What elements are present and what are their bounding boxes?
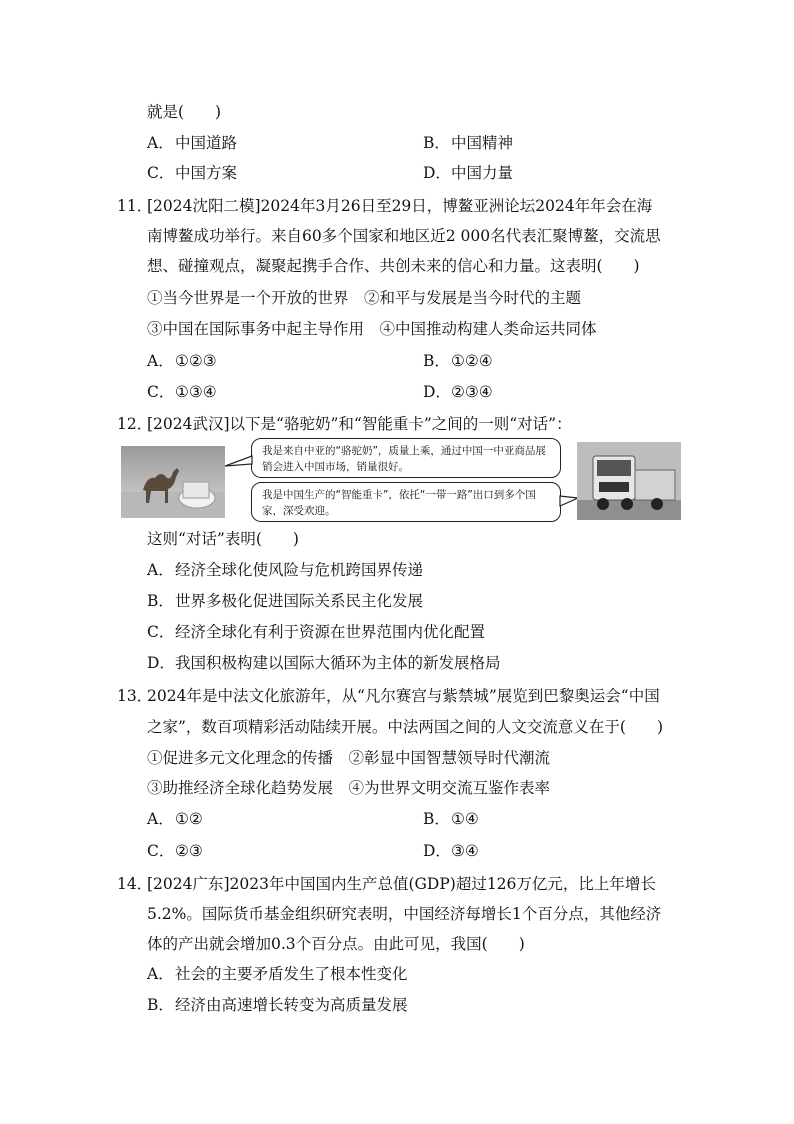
q14-number: 14． [117,875,153,893]
smart-truck-photo [577,442,681,520]
camel-milk-speech-bubble: 我是来自中亚的“骆驼奶”，质量上乘，通过中国一中亚商品展销会进入中国市场，销量很好。 [251,438,561,478]
q10-option-a: A．中国道路 [147,134,238,152]
truck-speech-bubble: 我是中国生产的“智能重卡”，依托“一带一路”出口到多个国家，深受欢迎。 [251,482,561,522]
q11-line-3: 想、碰撞观点，凝聚起携手合作、共创未来的信心和力量。这表明( ) [147,257,640,275]
q10-option-c: C．中国方案 [147,164,238,182]
q11-option-b: B．①②④ [423,352,493,370]
q13-option-d: D．③④ [423,842,479,860]
camel-milk-photo [121,446,225,518]
q13-option-a: A．①② [147,810,203,828]
q10-option-d: D．中国力量 [423,164,514,182]
q13-number: 13． [117,687,153,705]
q12-option-d: D．我国积极构建以国际大循环为主体的新发展格局 [147,654,501,672]
q11-option-c: C．①③④ [147,383,217,401]
q11-line-2: 南博鳌成功举行。来自60多个国家和地区近2 000名代表汇聚博鳌，交流思 [147,227,661,245]
q14-option-a: A．社会的主要矛盾发生了根本性变化 [147,965,408,983]
q13-option-c: C．②③ [147,842,203,860]
q14-option-b: B．经济由高速增长转变为高质量发展 [147,996,408,1014]
dialogue-figure [121,438,681,522]
q14-line-3: 体的产出就会增加0.3个百分点。由此可见，我国( ) [147,935,525,953]
q13-option-b: B．①④ [423,810,479,828]
q11-line-1: [2024沈阳二模]2024年3月26日至29日，博鳌亚洲论坛2024年年会在海 [147,197,653,215]
bubble-1-pointer [225,452,253,472]
q13-statements-1: ①促进多元文化理念的传播 ②彰显中国智慧领导时代潮流 [147,749,551,767]
q11-option-d: D．②③④ [423,383,493,401]
q14-line-2: 5.2%。国际货币基金组织研究表明，中国经济每增长1个百分点，其他经济 [147,905,662,923]
q11-statements-1: ①当今世界是一个开放的世界 ②和平与发展是当今时代的主题 [147,289,582,307]
q10-stem-tail: 就是( ) [147,103,222,121]
q11-option-a: A．①②③ [147,352,217,370]
q14-line-1: [2024广东]2023年中国国内生产总值(GDP)超过126万亿元，比上年增长 [147,875,656,893]
q13-line-1: 2024年是中法文化旅游年，从“凡尔赛宫与紫禁城”展览到巴黎奥运会“中国 [147,687,660,705]
q11-number: 11． [117,197,153,215]
q12-after: 这则“对话”表明( ) [147,530,299,548]
q12-line: [2024武汉]以下是“骆驼奶”和“智能重卡”之间的一则“对话”： [147,415,572,433]
q12-option-c: C．经济全球化有利于资源在世界范围内优化配置 [147,623,486,641]
q10-option-b: B．中国精神 [423,134,514,152]
bubble-2-pointer [559,494,579,512]
q13-statements-2: ③助推经济全球化趋势发展 ④为世界文明交流互鉴作表率 [147,779,551,797]
q12-option-b: B．世界多极化促进国际关系民主化发展 [147,592,424,610]
q12-option-a: A．经济全球化使风险与危机跨国界传递 [147,561,424,579]
q13-line-2: 之家”，数百项精彩活动陆续开展。中法两国之间的人文交流意义在于( ) [147,718,664,736]
q11-statements-2: ③中国在国际事务中起主导作用 ④中国推动构建人类命运共同体 [147,320,597,338]
q12-number: 12． [117,415,153,433]
